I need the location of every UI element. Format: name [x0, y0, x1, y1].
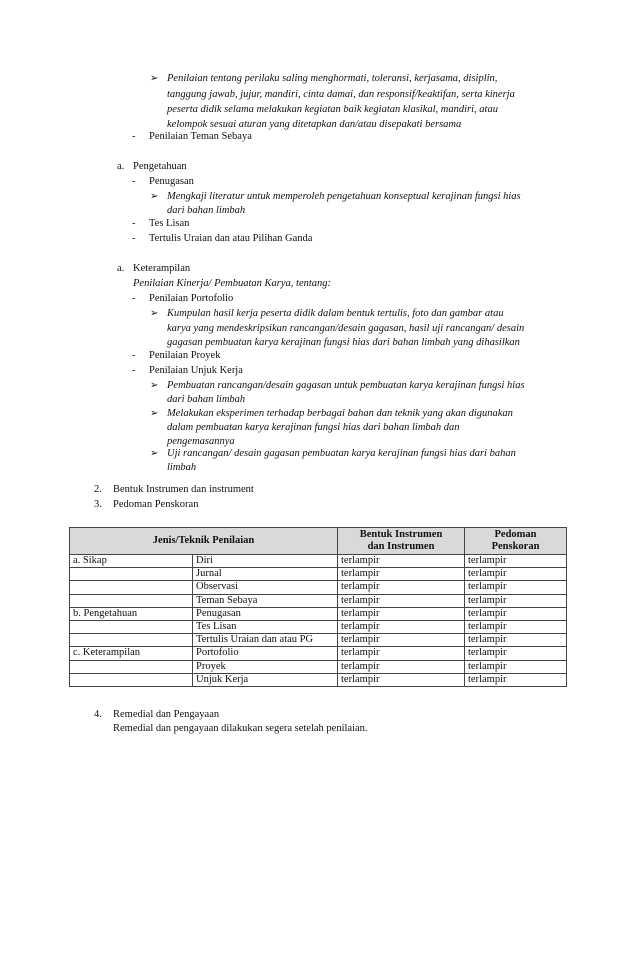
item-number-4: 4.: [94, 709, 102, 720]
item-penilaian-teman-sebaya: Penilaian Teman Sebaya: [149, 131, 252, 142]
unjuk-kerja-bullet-1-line-1: Pembuatan rancangan/desain gagasan untuk pembuatan karya kerajinan fungsi hias: [167, 380, 525, 391]
unjuk-kerja-bullet-3-line-1: Uji rancangan/ desain gagasan pembuatan karya kerajinan fungsi hias dari bahan: [167, 448, 516, 459]
table-row: [70, 568, 567, 581]
cell-pedoman: terlampir: [465, 568, 567, 581]
item-remedial-body: Remedial dan pengayaan dilakukan segera setelah penilaian.: [113, 723, 368, 734]
cell-pedoman: terlampir: [465, 647, 567, 660]
item-number-3: 3.: [94, 499, 102, 510]
cell-pedoman: terlampir: [465, 607, 567, 620]
cell-teknik: Proyek: [193, 660, 338, 673]
arrow-bullet-icon: ➢: [150, 191, 159, 202]
cell-group: [70, 581, 193, 594]
portofolio-line-2: karya yang mendeskripsikan rancangan/desain gagasan, hasil uji rancangan/ desain: [167, 323, 525, 334]
sikap-bullet-line-2: tanggung jawab, jujur, mandiri, cinta damai, dan responsif/keaktifan, serta kinerja: [167, 89, 515, 100]
unjuk-kerja-bullet-3-line-2: limbah: [167, 462, 197, 473]
cell-teknik: Observasi: [193, 581, 338, 594]
cell-group: [70, 660, 193, 673]
penugasan-bullet-line-2: dari bahan limbah: [167, 205, 246, 216]
cell-bentuk: terlampir: [338, 607, 465, 620]
portofolio-line-3: gagasan pembuatan karya kerajinan fungsi hias dari bahan limbah yang dihasilkan: [167, 337, 520, 348]
table-row: [70, 620, 567, 633]
cell-bentuk: terlampir: [338, 594, 465, 607]
cell-teknik: Teman Sebaya: [193, 594, 338, 607]
cell-group: [70, 594, 193, 607]
arrow-bullet-icon: ➢: [150, 308, 159, 319]
cell-group: b. Pengetahuan: [70, 607, 193, 620]
table-row: [70, 594, 567, 607]
cell-teknik: Unjuk Kerja: [193, 673, 338, 686]
table-header-row: [70, 528, 567, 555]
unjuk-kerja-bullet-2-line-1: Melakukan eksperimen terhadap berbagai bahan dan teknik yang akan digunakan: [167, 408, 513, 419]
arrow-bullet-icon: ➢: [150, 408, 159, 419]
unjuk-kerja-bullet-2-line-2: dalam pembuatan karya kerajinan fungsi hias dari bahan limbah dan: [167, 422, 460, 433]
cell-group: [70, 634, 193, 647]
cell-pedoman: terlampir: [465, 555, 567, 568]
table-row: [70, 647, 567, 660]
sikap-bullet-line-1: Penilaian tentang perilaku saling menghormati, toleransi, kerjasama, disiplin,: [167, 73, 498, 84]
cell-pedoman: terlampir: [465, 620, 567, 633]
table-row: [70, 607, 567, 620]
item-bentuk-instrumen: Bentuk Instrumen dan instrument: [113, 484, 254, 495]
sikap-bullet-line-3: peserta didik selama melakukan kegiatan baik kegiatan klasikal, mandiri, atau: [167, 104, 498, 115]
penilaian-table: [69, 527, 567, 687]
cell-pedoman: terlampir: [465, 634, 567, 647]
table-row: [70, 660, 567, 673]
keterampilan-subtitle: Penilaian Kinerja/ Pembuatan Karya, tentang:: [133, 278, 332, 289]
cell-bentuk: terlampir: [338, 620, 465, 633]
cell-teknik: Jurnal: [193, 568, 338, 581]
item-number-2: 2.: [94, 484, 102, 495]
header-pedoman-line-2: Penskoran: [491, 541, 540, 552]
item-penilaian-unjuk-kerja: Penilaian Unjuk Kerja: [149, 365, 243, 376]
cell-teknik: Tertulis Uraian dan atau PG: [193, 634, 338, 647]
cell-teknik: Diri: [193, 555, 338, 568]
cell-bentuk: terlampir: [338, 634, 465, 647]
unjuk-kerja-bullet-1-line-2: dari bahan limbah: [167, 394, 246, 405]
dash-bullet-icon: -: [132, 293, 136, 304]
table-row: [70, 581, 567, 594]
cell-teknik: Portofolio: [193, 647, 338, 660]
keterampilan-title: Keterampilan: [133, 263, 191, 274]
item-remedial-title: Remedial dan Pengayaan: [113, 709, 220, 720]
cell-group: [70, 673, 193, 686]
sikap-bullet-line-4: kelompok sesuai aturan yang ditetapkan dan/atau disepakati bersama: [167, 119, 462, 130]
dash-bullet-icon: -: [132, 350, 136, 361]
header-bentuk-line-1: Bentuk Instrumen: [359, 529, 443, 540]
item-penilaian-proyek: Penilaian Proyek: [149, 350, 221, 361]
header-bentuk-instrumen: [338, 528, 465, 555]
item-pedoman-penskoran: Pedoman Penskoran: [113, 499, 199, 510]
arrow-bullet-icon: ➢: [150, 448, 159, 459]
item-tes-lisan: Tes Lisan: [149, 218, 190, 229]
penugasan-bullet-line-1: Mengkaji literatur untuk memperoleh pengetahuan konseptual kerajinan fungsi hias: [167, 191, 521, 202]
cell-bentuk: terlampir: [338, 555, 465, 568]
cell-bentuk: terlampir: [338, 647, 465, 660]
pengetahuan-title: Pengetahuan: [133, 161, 187, 172]
arrow-bullet-icon: ➢: [150, 380, 159, 391]
unjuk-kerja-bullet-2-line-3: pengemasannya: [167, 436, 235, 447]
header-bentuk-line-2: dan Instrumen: [367, 541, 435, 552]
portofolio-line-1: Kumpulan hasil kerja peserta didik dalam bentuk tertulis, foto dan gambar atau: [167, 308, 504, 319]
table-row: [70, 634, 567, 647]
cell-pedoman: terlampir: [465, 660, 567, 673]
cell-bentuk: terlampir: [338, 568, 465, 581]
cell-group: a. Sikap: [70, 555, 193, 568]
header-jenis-teknik: Jenis/Teknik Penilaian: [70, 528, 338, 555]
dash-bullet-icon: -: [132, 233, 136, 244]
dash-bullet-icon: -: [132, 131, 136, 142]
cell-group: [70, 568, 193, 581]
header-pedoman-penskoran: [465, 528, 567, 555]
table-row: [70, 555, 567, 568]
cell-group: c. Keterampilan: [70, 647, 193, 660]
item-penugasan: Penugasan: [149, 176, 194, 187]
dash-bullet-icon: -: [132, 176, 136, 187]
cell-group: [70, 620, 193, 633]
cell-bentuk: terlampir: [338, 673, 465, 686]
item-tertulis: Tertulis Uraian dan atau Pilihan Ganda: [149, 233, 313, 244]
cell-pedoman: terlampir: [465, 673, 567, 686]
table-row: [70, 673, 567, 686]
cell-teknik: Penugasan: [193, 607, 338, 620]
cell-teknik: Tes Lisan: [193, 620, 338, 633]
cell-pedoman: terlampir: [465, 581, 567, 594]
pengetahuan-marker: a.: [117, 161, 125, 172]
dash-bullet-icon: -: [132, 218, 136, 229]
cell-bentuk: terlampir: [338, 581, 465, 594]
dash-bullet-icon: -: [132, 365, 136, 376]
cell-pedoman: terlampir: [465, 594, 567, 607]
keterampilan-marker: a.: [117, 263, 125, 274]
header-pedoman-line-1: Pedoman: [494, 529, 537, 540]
arrow-bullet-icon: ➢: [150, 73, 159, 84]
cell-bentuk: terlampir: [338, 660, 465, 673]
item-penilaian-portofolio: Penilaian Portofolio: [149, 293, 234, 304]
